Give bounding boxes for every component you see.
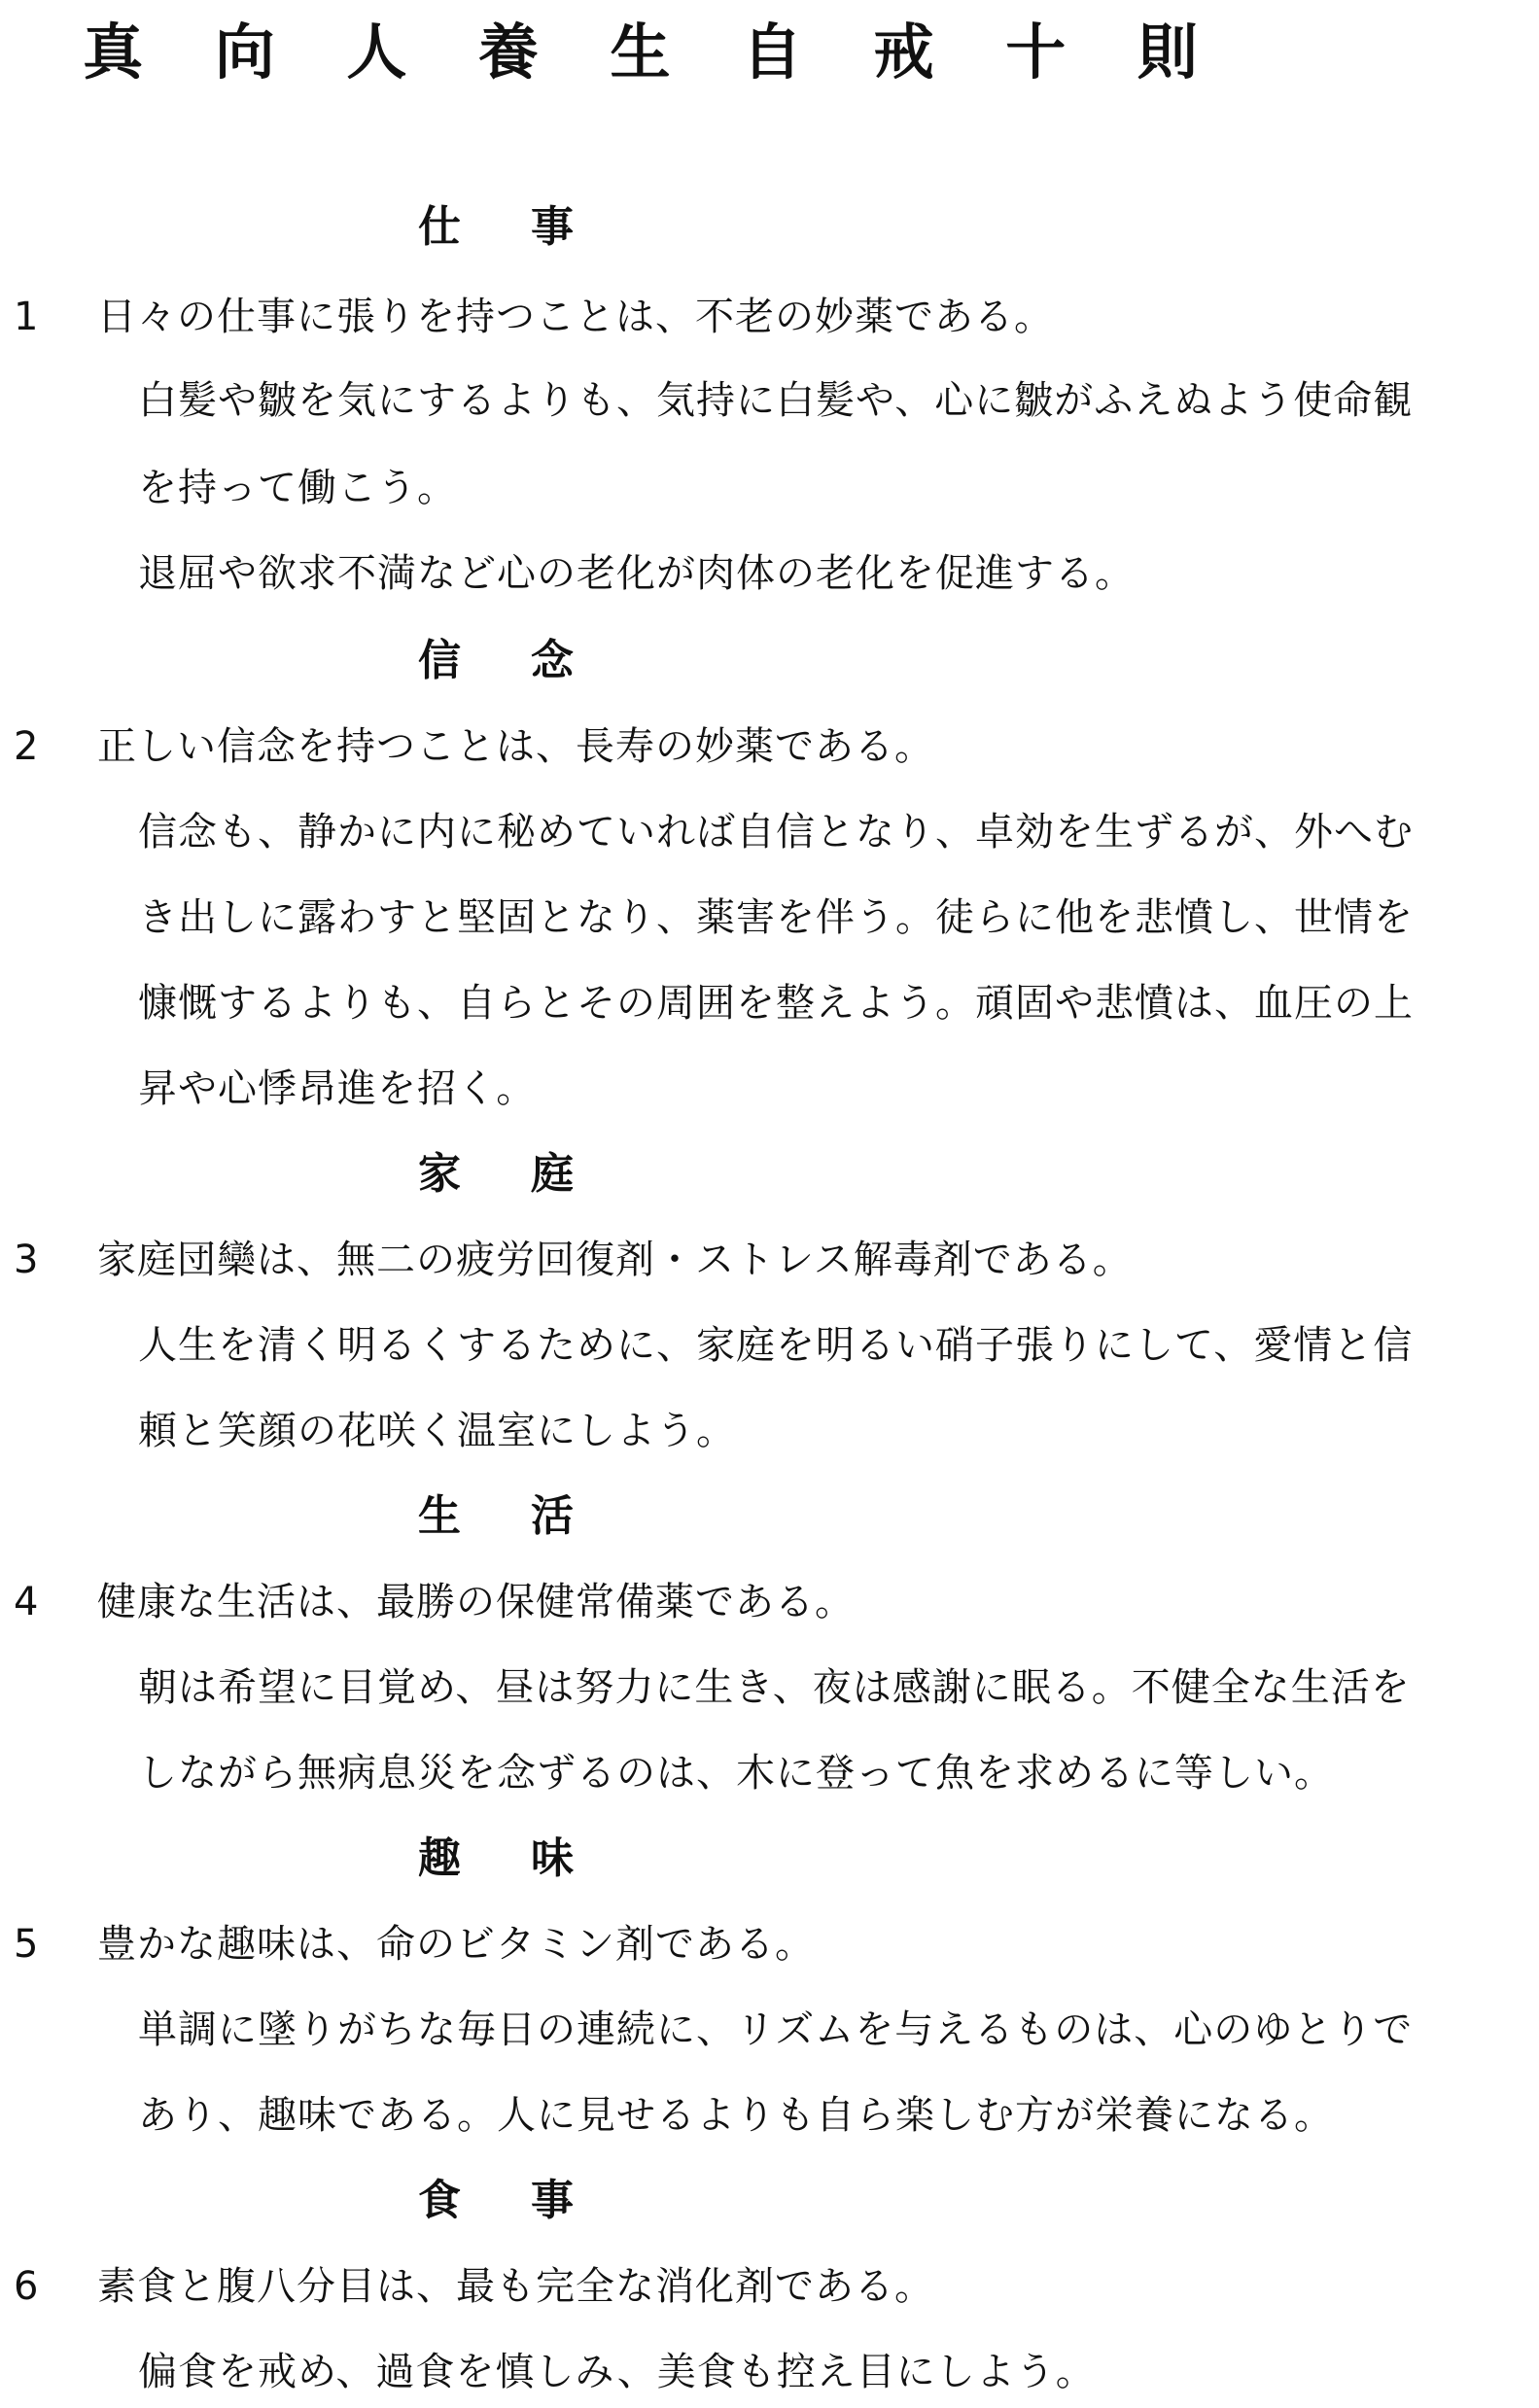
section-heading-char: 家	[418, 1149, 461, 1199]
section-heading-char: 食	[418, 2176, 461, 2225]
item-body-line: 退屈や欲求不満など心の老化が肉体の老化を促進する。	[138, 551, 1135, 596]
section-heading-char: 信	[418, 636, 461, 685]
item-body-line: 単調に墜りがちな毎日の連続に、リズムを与えるものは、心のゆとりで	[138, 2007, 1414, 2052]
item-body-line: 昇や心悸昂進を招く。	[138, 1066, 537, 1111]
section-heading-char: 事	[531, 202, 574, 252]
document-title: 真 向 人 養 生 自 戒 十 則	[83, 17, 1223, 87]
item-body-line: 偏食を戒め、過食を慎しみ、美食も控え目にしよう。	[138, 2350, 1096, 2394]
section-heading	[418, 1147, 574, 1202]
item-lead-sentence: 日々の仕事に張りを持つことは、不老の妙薬である。	[97, 295, 1054, 339]
item-body-line: 人生を清く明るくするために、家庭を明るい硝子張りにして、愛情と信	[138, 1323, 1414, 1368]
item-number: 2	[14, 724, 39, 769]
section-heading	[418, 200, 574, 255]
item-body-line: 白髪や皺を気にするよりも、気持に白髪や、心に皺がふえぬよう使命観	[138, 378, 1414, 423]
section-heading-char: 仕	[418, 202, 461, 252]
item-body-line: き出しに露わすと堅固となり、薬害を伴う。徒らに他を悲憤し、世情を	[138, 895, 1414, 940]
section-heading	[418, 1489, 574, 1544]
item-body-line: あり、趣味である。人に見せるよりも自ら楽しむ方が栄養になる。	[138, 2093, 1334, 2138]
section-heading-char: 活	[531, 1491, 574, 1541]
item-lead-sentence: 家庭団欒は、無二の疲労回復剤・ストレス解毒剤である。	[97, 1238, 1133, 1282]
item-body-line: を持って働こう。	[138, 466, 457, 510]
section-heading-char: 庭	[531, 1149, 574, 1199]
section-heading-char: 念	[531, 636, 574, 685]
section-heading-char: 生	[418, 1491, 461, 1541]
item-lead-sentence: 正しい信念を持つことは、長寿の妙薬である。	[97, 724, 934, 769]
section-heading	[418, 1832, 574, 1886]
section-heading-char: 味	[531, 1833, 574, 1883]
section-heading-char: 事	[531, 2176, 574, 2225]
item-body-line: 慷慨するよりも、自らとその周囲を整えよう。頑固や悲憤は、血圧の上	[138, 981, 1414, 1026]
section-heading	[418, 634, 574, 688]
section-heading	[418, 2174, 574, 2228]
item-number: 4	[14, 1580, 39, 1624]
item-lead-sentence: 健康な生活は、最勝の保健常備薬である。	[97, 1580, 855, 1624]
item-number: 6	[14, 2264, 39, 2309]
item-body-line: 朝は希望に目覚め、昼は努力に生き、夜は感謝に眠る。不健全な生活を	[138, 1665, 1411, 1710]
item-number: 1	[14, 295, 39, 339]
section-heading-char: 趣	[418, 1833, 461, 1883]
item-number: 5	[14, 1922, 39, 1967]
item-number: 3	[14, 1238, 39, 1282]
item-lead-sentence: 素食と腹八分目は、最も完全な消化剤である。	[97, 2264, 934, 2309]
item-body-line: しながら無病息災を念ずるのは、木に登って魚を求めるに等しい。	[138, 1751, 1334, 1796]
item-lead-sentence: 豊かな趣味は、命のビタミン剤である。	[97, 1922, 815, 1967]
item-body-line: 頼と笑顔の花咲く温室にしよう。	[138, 1409, 736, 1453]
item-body-line: 信念も、静かに内に秘めていれば自信となり、卓効を生ずるが、外へむ	[138, 810, 1414, 855]
